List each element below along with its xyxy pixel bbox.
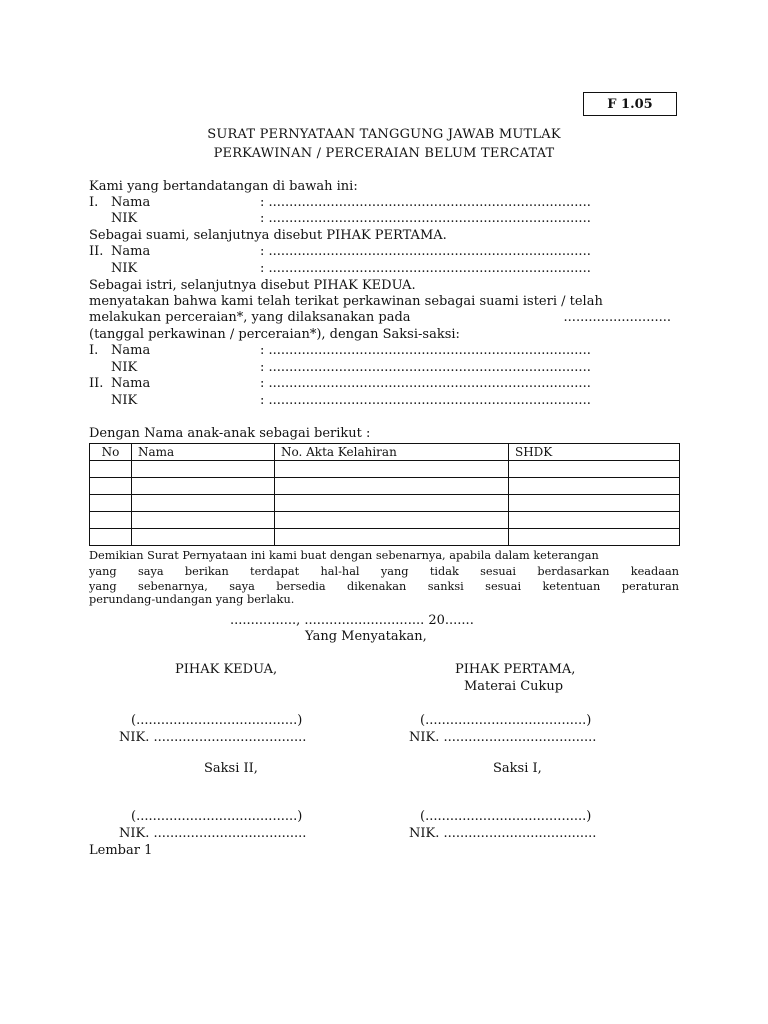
witness2-nama-label: Nama [111,376,151,391]
party2-nama-label: Nama [111,244,151,259]
saksi-ii-name-field[interactable]: (.......................................) [131,809,303,824]
pihak-pertama-label: PIHAK PERTAMA, [455,662,576,677]
witness1-number: I. [89,343,99,358]
party2-nama-field[interactable]: : .............................................................................. [260,244,591,259]
column-header-akta: No. Akta Kelahiran [275,444,509,461]
pihak-kedua-label: PIHAK KEDUA, [175,662,278,677]
party1-nik-label: NIK [111,211,138,226]
closing-line-1: Demikian Surat Pernyataan ini kami buat dengan sebenarnya, apabila dalam keterangan [89,549,599,562]
witness2-nama-field[interactable]: : .............................................................................. [260,376,591,391]
witness2-nik-label: NIK [111,393,138,408]
table-cell-nama[interactable] [132,495,275,512]
closing-line-2 [89,566,679,577]
table-cell-nama[interactable] [132,478,275,495]
place-date-field[interactable]: ................, ............................. 20....... [230,613,474,628]
saksi-ii-label: Saksi II, [204,761,258,776]
title-line-2: PERKAWINAN / PERCERAIAN BELUM TERCATAT [213,146,555,161]
column-header-no: No [90,444,132,461]
party2-role: Sebagai istri, selanjutnya disebut PIHAK KEDUA. [89,278,416,293]
witness1-nik-label: NIK [111,360,138,375]
table-cell-shdk[interactable] [509,529,680,546]
form-code-box [583,92,677,116]
table-cell-akta[interactable] [275,512,509,529]
party1-number: I. [89,195,99,210]
statement-line-2-text: melakukan perceraian*, yang dilaksanakan pada [89,310,411,325]
table-cell-nama[interactable] [132,461,275,478]
children-intro: Dengan Nama anak-anak sebagai berikut : [89,426,371,441]
form-code: F 1.05 [607,96,653,112]
party1-nik-field[interactable]: : .............................................................................. [260,211,591,226]
marriage-date-field[interactable]: .......................... [563,310,671,325]
table-row [90,529,680,546]
party1-nama-field[interactable]: : .............................................................................. [260,195,591,210]
witness2-number: II. [89,376,104,391]
table-cell-akta[interactable] [275,461,509,478]
table-cell-shdk[interactable] [509,495,680,512]
statement-line-3: (tanggal perkawinan / perceraian*), dengan Saksi-saksi: [89,327,460,342]
witness1-nama-field[interactable]: : .............................................................................. [260,343,591,358]
table-cell-nama[interactable] [132,512,275,529]
closing-line-3-text: yang sebenarnya, saya bersedia dikenakan sanksi sesuai ketentuan peraturan [89,580,679,593]
witness2-nik-field[interactable]: : .............................................................................. [260,393,591,408]
witness1-nama-label: Nama [111,343,151,358]
saksi-i-name-field[interactable]: (.......................................) [420,809,592,824]
saksi-i-nik-field[interactable]: NIK. ..................................... [409,826,597,841]
statement-line-1: menyatakan bahwa kami telah terikat perkawinan sebagai suami isteri / telah [89,294,603,309]
party1-nama-label: Nama [111,195,151,210]
table-row [90,478,680,495]
pihak-pertama-name-field[interactable]: (.......................................) [420,713,592,728]
witness1-nik-field[interactable]: : .............................................................................. [260,360,591,375]
table-cell-no[interactable] [90,478,132,495]
pihak-kedua-nik-field[interactable]: NIK. ..................................... [119,730,307,745]
children-table-header [90,444,680,461]
table-cell-shdk[interactable] [509,478,680,495]
yang-menyatakan: Yang Menyatakan, [305,629,427,644]
table-row [90,495,680,512]
table-cell-akta[interactable] [275,529,509,546]
pihak-kedua-name-field[interactable]: (.......................................) [131,713,303,728]
lembar-label: Lembar 1 [89,843,153,858]
statement-line-2 [89,311,671,324]
children-table [89,443,680,546]
table-cell-shdk[interactable] [509,512,680,529]
party1-role: Sebagai suami, selanjutnya disebut PIHAK PERTAMA. [89,228,447,243]
table-cell-no[interactable] [90,512,132,529]
table-row [90,461,680,478]
saksi-i-label: Saksi I, [493,761,542,776]
party2-number: II. [89,244,104,259]
intro-text: Kami yang bertandatangan di bawah ini: [89,179,358,194]
materai-label: Materai Cukup [464,679,564,694]
table-cell-shdk[interactable] [509,461,680,478]
column-header-shdk: SHDK [509,444,680,461]
table-cell-nama[interactable] [132,529,275,546]
closing-line-4: perundang-undangan yang berlaku. [89,593,295,606]
table-cell-no[interactable] [90,529,132,546]
closing-line-2-text: yang saya berikan terdapat hal-hal yang tidak sesuai berdasarkan keadaan [89,565,679,578]
pihak-pertama-nik-field[interactable]: NIK. ..................................... [409,730,597,745]
closing-line-3 [89,581,679,592]
table-row [90,512,680,529]
table-cell-no[interactable] [90,495,132,512]
party2-nik-field[interactable]: : .............................................................................. [260,261,591,276]
title-line-1: SURAT PERNYATAAN TANGGUNG JAWAB MUTLAK [207,127,561,142]
saksi-ii-nik-field[interactable]: NIK. ..................................... [119,826,307,841]
party2-nik-label: NIK [111,261,138,276]
table-cell-no[interactable] [90,461,132,478]
column-header-nama: Nama [132,444,275,461]
table-cell-akta[interactable] [275,495,509,512]
table-cell-akta[interactable] [275,478,509,495]
